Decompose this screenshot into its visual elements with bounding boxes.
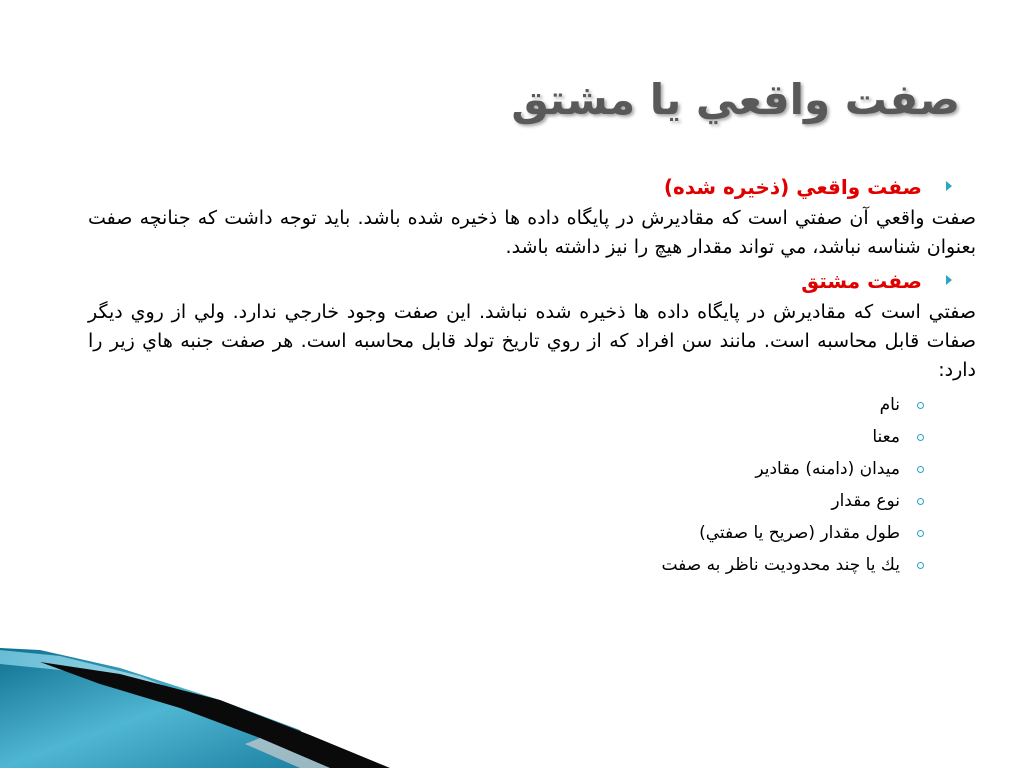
circle-bullet-icon	[917, 402, 924, 409]
slide-content	[72, 170, 976, 581]
triangle-bullet-icon	[946, 275, 952, 285]
slide-title: صفت واقعي يا مشتق	[511, 75, 960, 124]
circle-bullet-icon	[917, 466, 924, 473]
attribute-aspects-list	[72, 389, 952, 581]
triangle-bullet-icon	[946, 181, 952, 191]
circle-bullet-icon	[917, 530, 924, 537]
list-item: ميدان (دامنه) مقادير	[72, 453, 952, 485]
list-item: يك يا چند محدوديت ناظر به صفت	[72, 549, 952, 581]
list-item: معنا	[72, 421, 952, 453]
list-item: نوع مقدار	[72, 485, 952, 517]
list-item: نام	[72, 389, 952, 421]
derived-attribute-heading	[72, 264, 952, 298]
circle-bullet-icon	[917, 562, 924, 569]
real-attribute-heading	[72, 170, 952, 204]
real-attribute-description: صفت واقعي آن صفتي است كه مقاديرش در پايگاه داده ها ذخيره شده باشد. بايد توجه داشت كه جنانچه صفت بعنوان شناسه نباشد، مي تواند مقدار هيچ را نيز داشته باشد.	[88, 207, 976, 258]
list-item: طول مقدار (صريح يا صفتي)	[72, 517, 952, 549]
real-attribute-heading-text: صفت واقعي (ذخيره شده)	[663, 175, 922, 199]
derived-attribute-description: صفتي است كه مقاديرش در پايگاه داده ها ذخيره شده نباشد. اين صفت وجود خارجي ندارد. ولي از روي ديگر صفات قابل محاسبه است. مانند سن افراد كه از روي تاريخ تولد قابل محاسبه است. هر صفت جنبه هاي زير را دارد:	[88, 301, 976, 381]
derived-attribute-heading-text: صفت مشتق	[801, 269, 922, 293]
circle-bullet-icon	[917, 434, 924, 441]
circle-bullet-icon	[917, 498, 924, 505]
